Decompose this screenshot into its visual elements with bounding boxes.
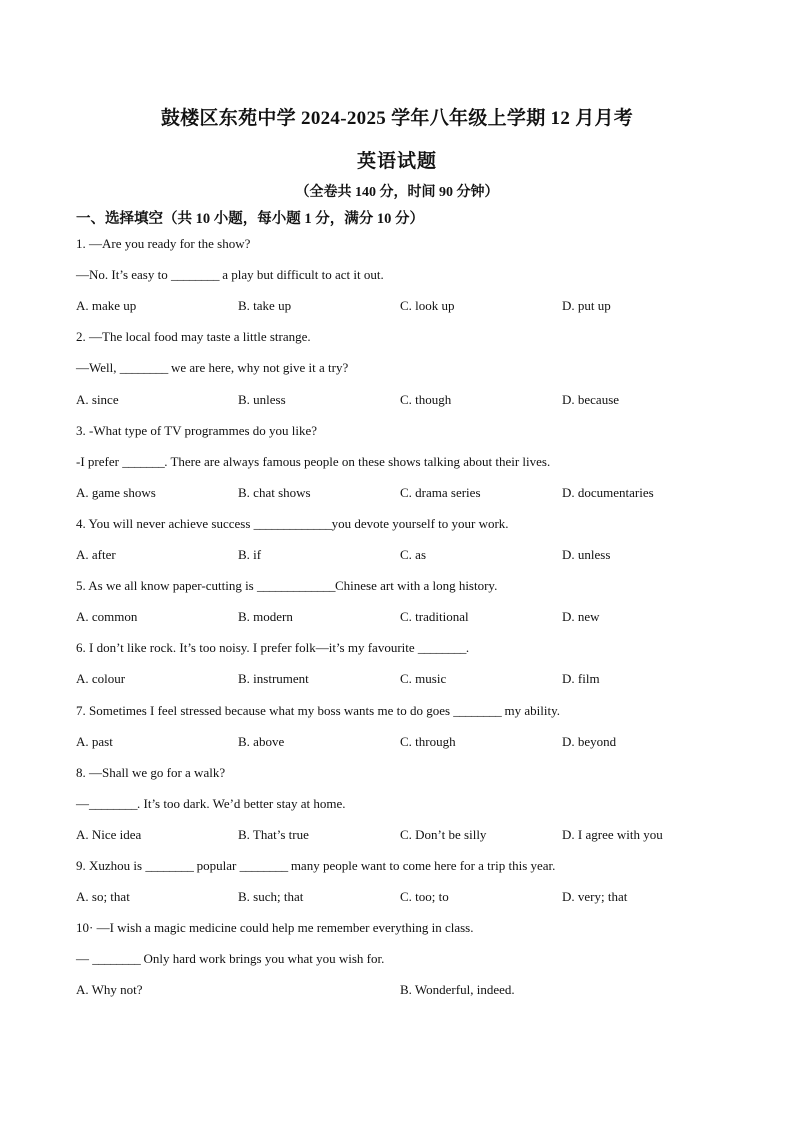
question-text: -I prefer — [76, 453, 123, 469]
question-4-line-1 — [76, 516, 509, 532]
question-4-option-d: D. unless — [562, 547, 611, 562]
question-text: popular — [193, 858, 240, 873]
question-3-option-d: D. documentaries — [562, 484, 654, 500]
answer-blank: _____________ — [253, 515, 332, 531]
exam-title: 鼓楼区东苑中学 2024-2025 学年八年级上学期 12 月月考 — [160, 108, 634, 129]
question-4-option-a: A. after — [76, 547, 116, 562]
answer-blank: ________ — [145, 858, 194, 873]
question-text: many people want to come here for a trip this year. — [287, 858, 556, 873]
question-8-option-b: B. That’s true — [238, 826, 309, 842]
question-8-option-a: A. Nice idea — [76, 826, 142, 842]
question-text: 4. You will never achieve success — [76, 515, 254, 531]
question-5-option-c: C. traditional — [400, 609, 469, 625]
question-1-line-2 — [76, 267, 384, 283]
question-text: my ability. — [501, 702, 561, 718]
question-2-option-b: B. unless — [238, 391, 286, 407]
question-6-option-b: B. instrument — [238, 671, 309, 687]
question-8-option-d: D. I agree with you — [562, 826, 663, 842]
question-6-line-1 — [76, 640, 469, 656]
question-4-option-c: C. as — [400, 547, 426, 562]
question-7-option-d: D. beyond — [562, 733, 617, 749]
question-7-option-a: A. past — [76, 733, 113, 749]
question-9-option-d: D. very; that — [562, 889, 628, 905]
question-1-option-a: A. make up — [76, 298, 137, 314]
question-1-line-1 — [76, 236, 250, 252]
question-4-option-b: B. if — [238, 547, 262, 562]
question-8-line-2 — [76, 796, 345, 812]
question-7-line-1 — [76, 703, 560, 719]
question-text: 10· —I wish a magic medicine could help me remember everything in class. — [76, 920, 474, 936]
question-6-option-c: C. music — [400, 671, 447, 687]
question-1-option-c: C. look up — [400, 298, 455, 314]
question-text: 8. —Shall we go for a walk? — [76, 764, 226, 780]
answer-blank: ________ — [417, 640, 466, 656]
question-6-option-d: D. film — [562, 671, 600, 687]
question-5-option-a: A. common — [76, 609, 138, 625]
question-text: a play but difficult to act it out. — [218, 267, 384, 283]
answer-blank: ________ — [170, 267, 219, 283]
question-text: —No. It’s easy to — [76, 267, 171, 283]
question-2-line-2 — [76, 360, 348, 376]
question-9-option-a: A. so; that — [76, 889, 130, 905]
question-8-line-1 — [76, 765, 225, 781]
question-3-option-b: B. chat shows — [238, 484, 311, 500]
answer-blank: _____________ — [256, 578, 335, 594]
question-1-option-d: D. put up — [562, 298, 611, 314]
question-text: we are here, why not give it a try? — [167, 360, 349, 376]
question-3-option-c: C. drama series — [400, 484, 481, 500]
question-5-line-1 — [76, 578, 497, 594]
question-3-line-1 — [76, 423, 317, 439]
question-text: 7. Sometimes I feel stressed because what my boss wants me to do goes — [76, 702, 454, 718]
question-text: —Well, — [76, 360, 120, 376]
question-text: 2. —The local food may taste a little strange. — [76, 329, 311, 345]
answer-blank: _______ — [122, 453, 165, 469]
question-2-line-1 — [76, 329, 311, 345]
question-2-option-a: A. since — [76, 391, 119, 407]
question-5-option-b: B. modern — [238, 609, 293, 625]
exam-subtitle: 英语试题 — [356, 151, 437, 172]
exam-note: （全卷共 140 分，时间 90 分钟） — [295, 185, 499, 200]
answer-blank: ________ — [89, 795, 137, 811]
question-text: 6. I don’t like rock. It’s too noisy. I prefer folk—it’s my favourite — [76, 640, 418, 656]
question-text: 5. As we all know paper-cutting is — [76, 578, 257, 594]
question-text: . It’s too dark. We’d better stay at home. — [137, 795, 346, 811]
question-text: 9. Xuzhou is — [76, 858, 146, 873]
question-text: Only hard work brings you what you wish for. — [140, 951, 385, 967]
answer-blank: ________ — [92, 951, 141, 967]
question-8-option-c: C. Don’t be silly — [400, 826, 487, 842]
question-1-option-b: B. take up — [238, 298, 292, 314]
question-7-option-c: C. through — [400, 733, 456, 749]
question-2-option-c: C. though — [400, 391, 452, 407]
question-text: 1. —Are you ready for the show? — [76, 236, 251, 251]
question-5-option-d: D. new — [562, 609, 600, 625]
question-text: . There are always famous people on these shows talking about their lives. — [164, 453, 551, 469]
question-10-line-2 — [76, 951, 384, 967]
question-10-line-1 — [76, 920, 473, 936]
question-7-option-b: B. above — [238, 733, 285, 749]
answer-blank: ________ — [453, 702, 502, 718]
question-6-option-a: A. colour — [76, 671, 126, 687]
question-10-option-b: B. Wonderful, indeed. — [400, 982, 515, 998]
question-9-option-b: B. such; that — [238, 889, 304, 905]
answer-blank: ________ — [119, 360, 168, 376]
question-text: — — [76, 951, 93, 967]
answer-blank: ________ — [239, 858, 288, 873]
section-heading: 一、选择填空（共 10 小题，每小题 1 分，满分 10 分） — [76, 211, 424, 227]
question-text: you devote yourself to your work. — [331, 515, 509, 531]
question-10-option-a: A. Why not? — [76, 982, 143, 998]
question-text: . — [465, 640, 470, 656]
question-text: Chinese art with a long history. — [334, 578, 498, 594]
question-text: 3. -What type of TV programmes do you like? — [76, 422, 318, 438]
question-9-line-1 — [76, 858, 555, 874]
question-text: — — [76, 795, 89, 811]
question-9-option-c: C. too; to — [400, 889, 449, 905]
question-3-option-a: A. game shows — [76, 484, 156, 500]
question-3-line-2 — [76, 454, 550, 470]
question-2-option-d: D. because — [562, 391, 620, 407]
